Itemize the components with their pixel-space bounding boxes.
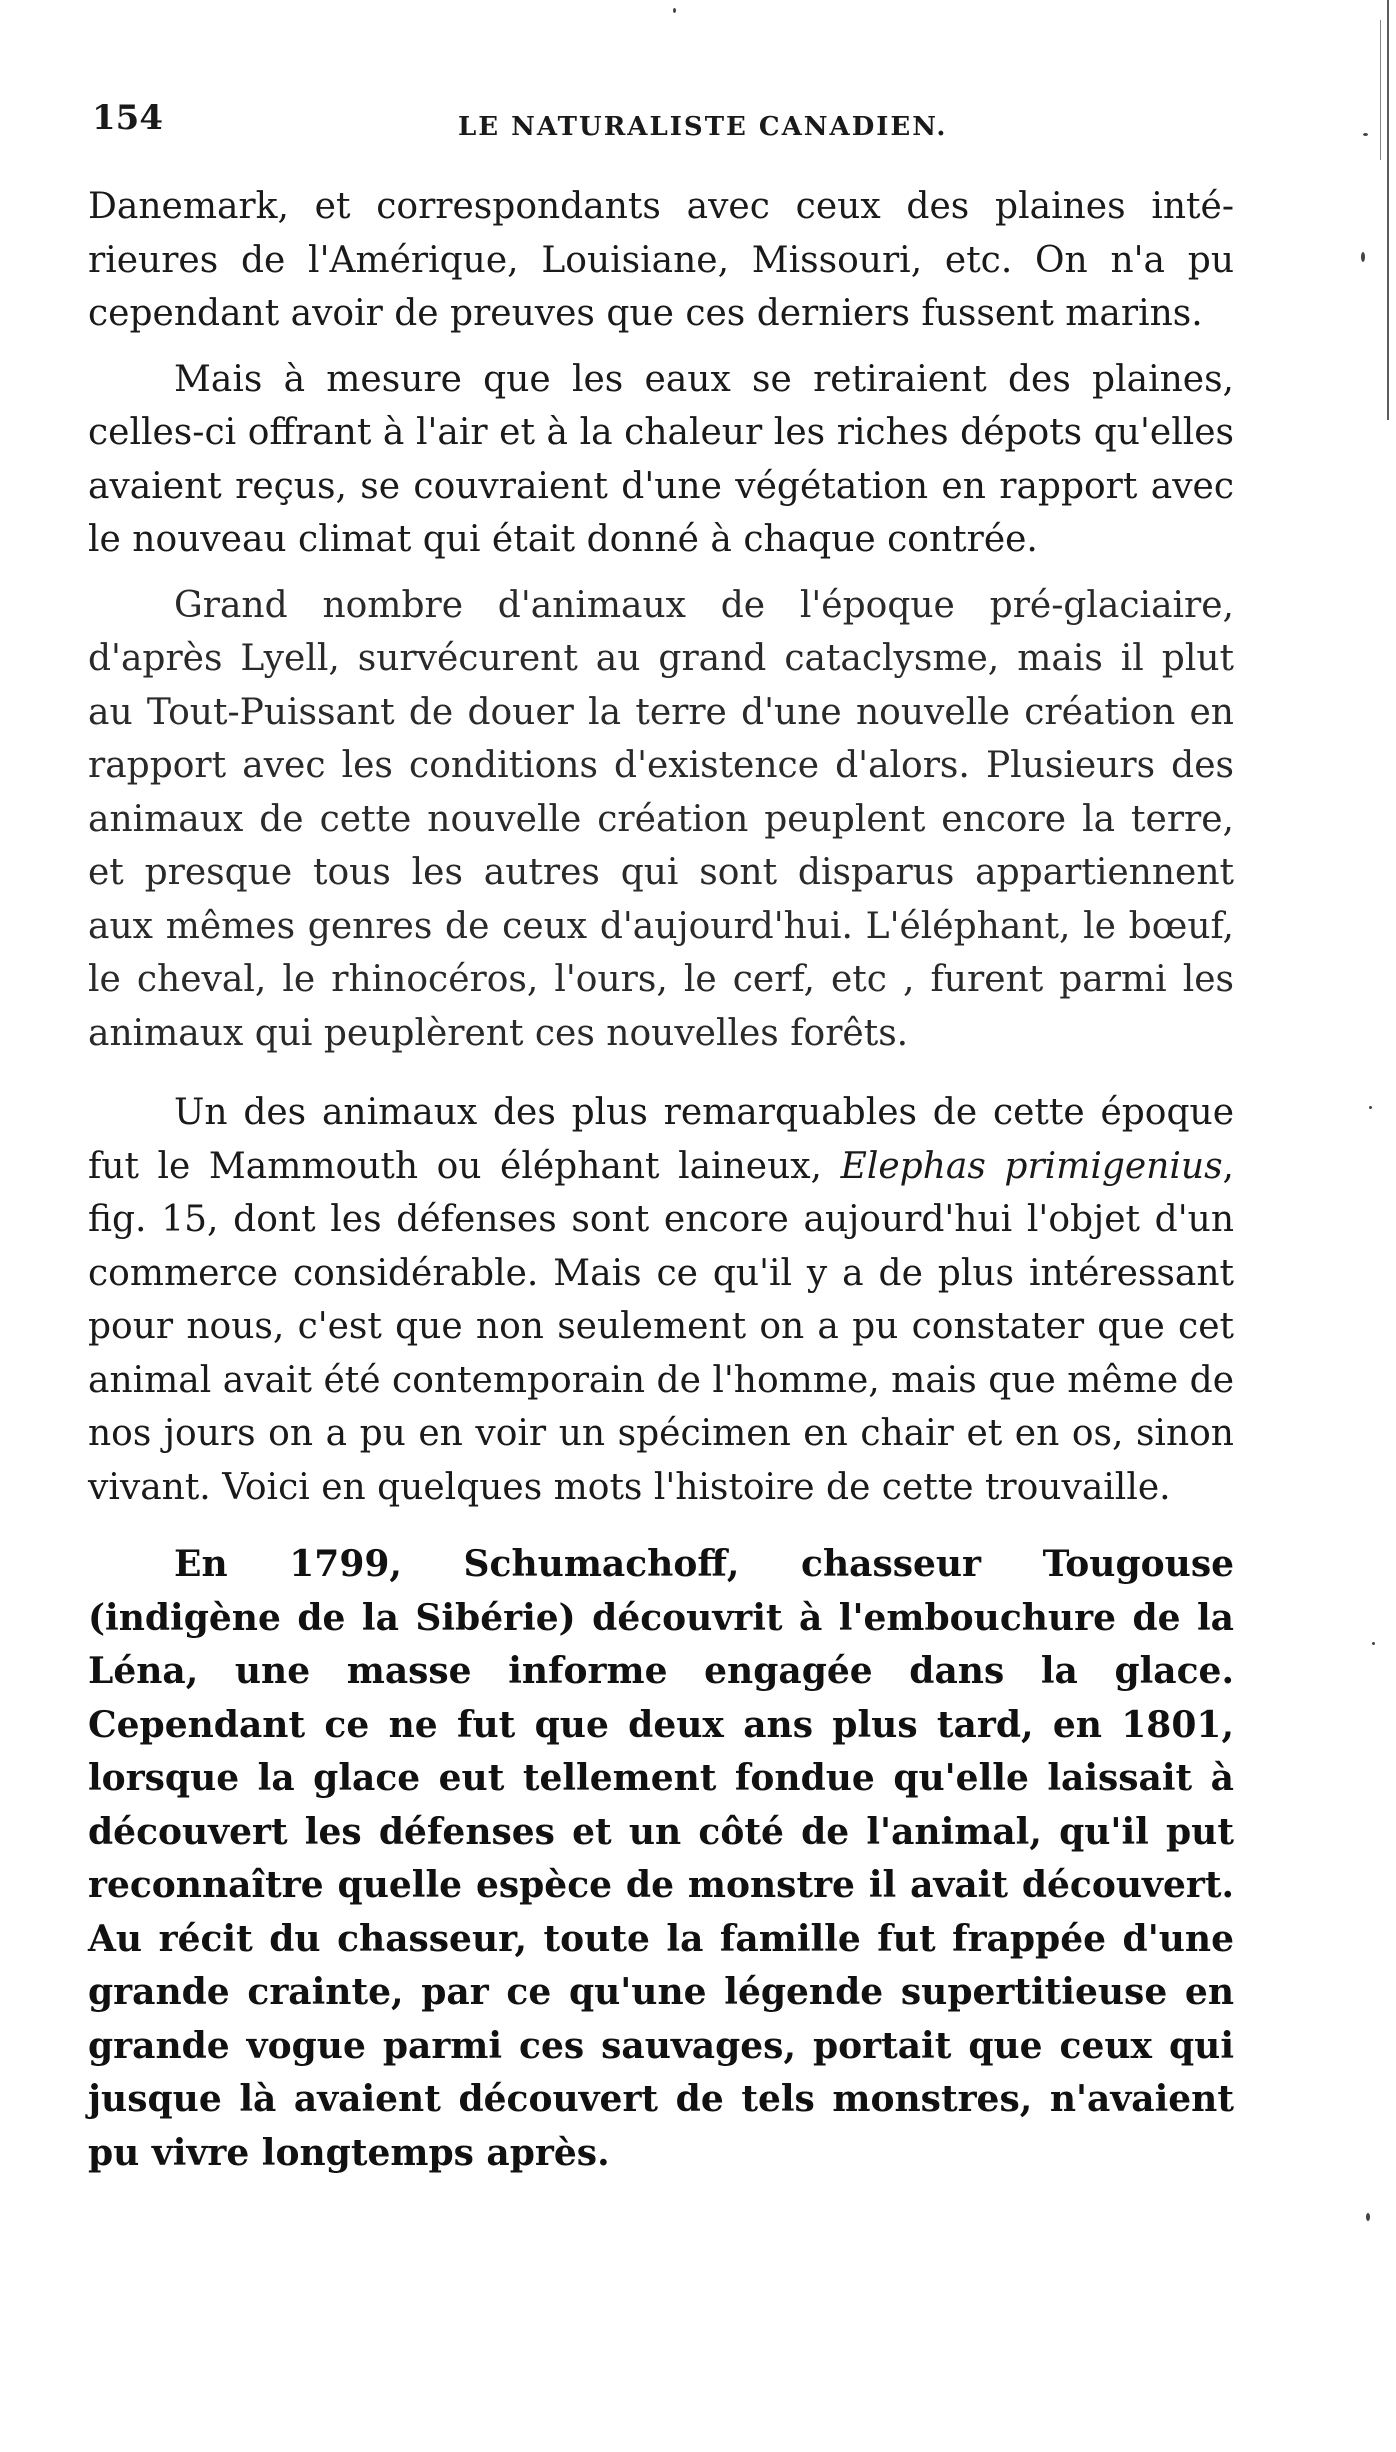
paragraph-5: En 1799, Schumachoff, chasseur Tougouse (indigène de la Sibérie) découvrit à l'embouchure de la Léna, une masse informe engagée dans la glace. Cependant ce ne fut que deux ans plus tard, en 1801, lorsque la glace eut tellement fondue qu'elle laissait à découvert les défenses et un côté de l'animal, qu'il put reconnaître quelle espèce de monstre il avait découvert. Au récit du chasseur, toute la famille fut frappée d'une grande crainte, par ce qu'une légende supertitieuse en grande vogue parmi ces sauvages, portait que ceux qui jusque là avaient découvert de tels monstres, n'avaient pu vivre longtemps après. xyxy=(88,1543,1234,2174)
scan-speck xyxy=(1361,252,1365,262)
scan-speck xyxy=(1372,1642,1375,1645)
paragraph-1: Danemark, et correspondants avec ceux des plaines intérieures de l'Amérique, Louisiane, Missouri, etc. On n'a pu cependant avoir de preuves que ces derniers fussent marins. xyxy=(88,186,1234,334)
page-edge-line xyxy=(1387,0,1389,420)
paragraph-3: Grand nombre d'animaux de l'époque pré-glaciaire, d'après Lyell, survécurent au grand cataclysme, mais il plut au Tout-Puissant de douer la terre d'une nouvelle création en rapport avec les conditions d'existence d'alors. Plusieurs des animaux de cette nouvelle création peuplent encore la terre, et presque tous les autres qui sont disparus appartiennent aux mêmes genres de ceux d'aujourd'hui. L'éléphant, le bœuf, le cheval, le rhinocéros, l'ours, le cerf, etc , furent parmi les animaux qui peuplèrent ces nouvelles forêts. xyxy=(88,584,1234,1054)
species-name: Elephas primigenius xyxy=(840,1145,1223,1187)
paragraph-2: Mais à mesure que les eaux se retiraient des plaines, celles-ci offrant à l'air et à la chaleur les riches dépots qu'elles avaient reçus, se couvraient d'une végétation en rapport avec le nouveau climat qui était donné à chaque contrée. xyxy=(88,358,1234,560)
paragraph-4-text-b: , fig. 15, dont les défenses sont encore aujourd'hui l'objet d'un commerce considérable. Mais ce qu'il y a de plus intéressant pour nous, c'est que non seulement on a pu constater que cet animal avait été contemporain de l'homme, mais que même de nos jours on a pu en voir un spécimen en chair et en os, sinon vivant. Voici en quelques mots l'histoire de cette trouvaille. xyxy=(88,1145,1234,1508)
scan-speck xyxy=(1363,133,1368,136)
paragraph-4-text-a: Un des animaux des plus remarquables de cette époque fut le Mammouth ou éléphant laineux, xyxy=(88,1092,1234,1187)
scan-speck xyxy=(673,8,676,13)
scan-speck xyxy=(1366,2213,1370,2221)
body-text xyxy=(88,180,1234,2180)
running-title: LE NATURALISTE CANADIEN. xyxy=(458,112,948,142)
scan-speck xyxy=(1369,1106,1372,1109)
page-edge-line-inner xyxy=(1380,20,1381,160)
page-number: 154 xyxy=(92,98,163,138)
paragraph-4 xyxy=(88,1086,1234,1514)
